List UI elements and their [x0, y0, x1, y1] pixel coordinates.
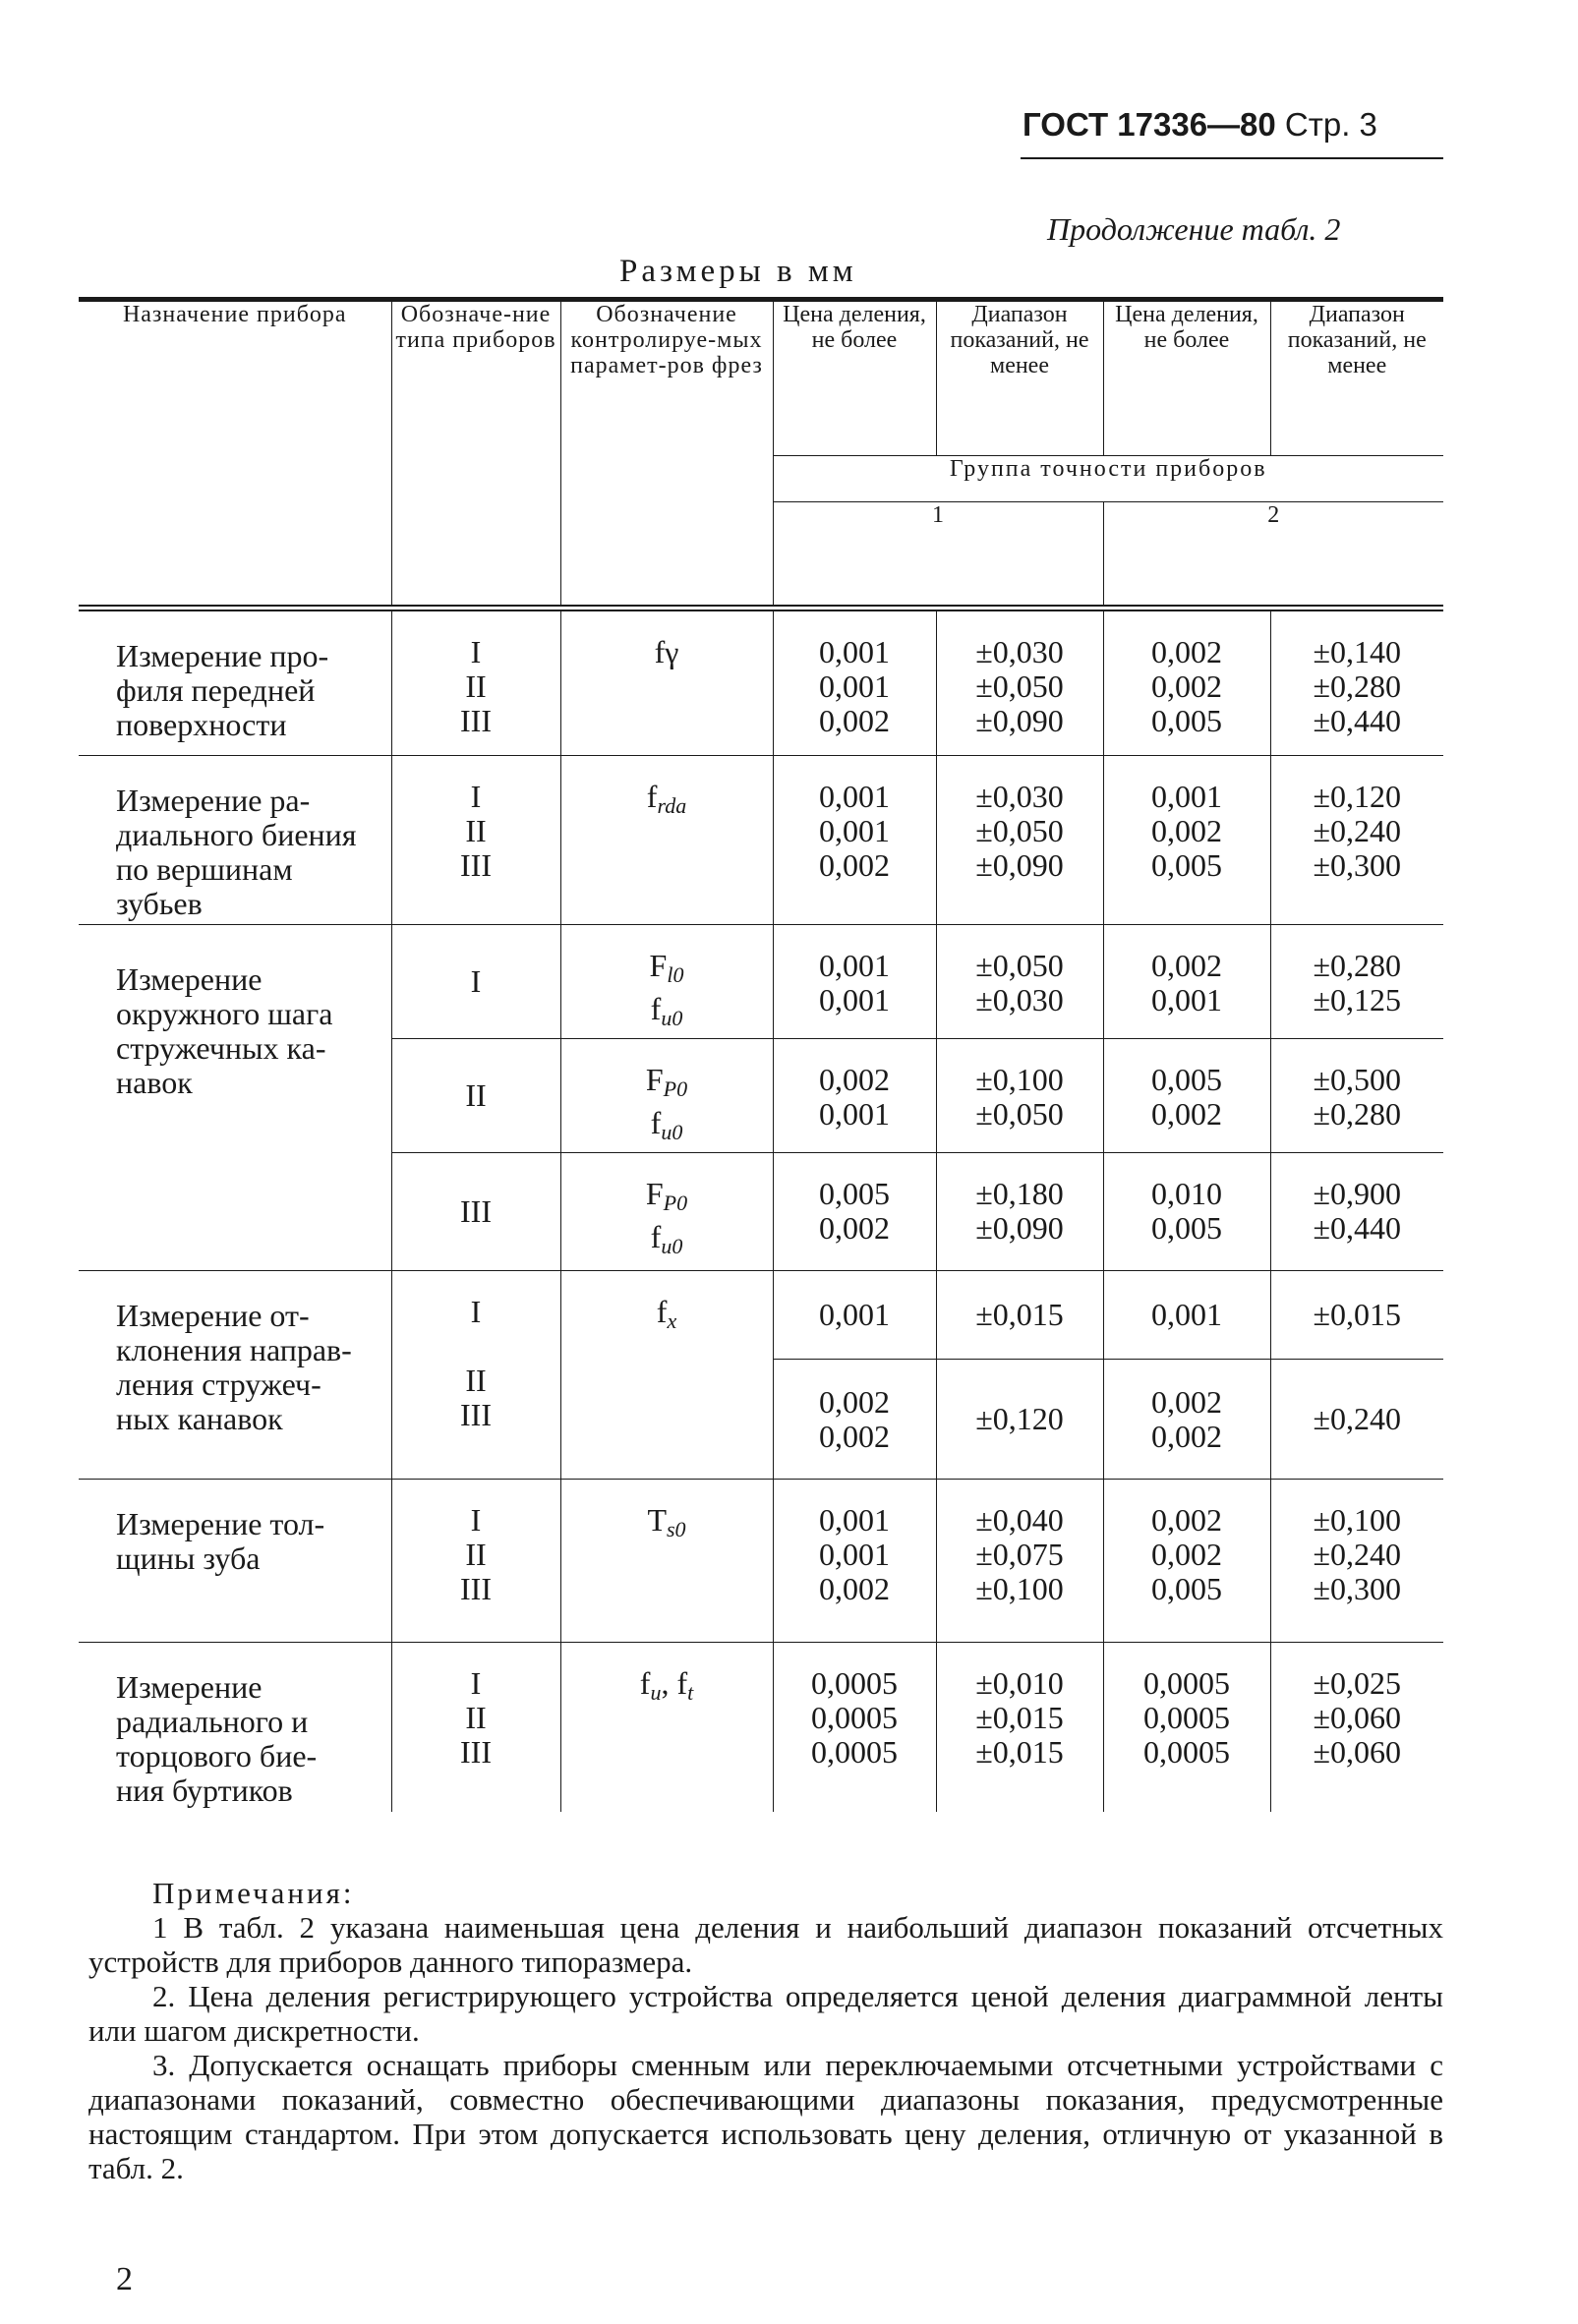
page-number: Стр. 3: [1284, 106, 1377, 143]
range-group-1: ±0,040 ±0,075 ±0,100: [936, 1480, 1103, 1643]
notes: [88, 1876, 1443, 2185]
range-group-2: ±0,140 ±0,280 ±0,440: [1270, 609, 1443, 756]
header-price-1: Цена деления, не более: [773, 300, 936, 456]
range-group-2: ±0,240: [1270, 1360, 1443, 1480]
notes-title: Примечания:: [152, 1876, 355, 1910]
note-item: 2. Цена деления регистрирующего устройства определяется ценой деления диаграммной ленты или шагом дискретности.: [88, 1979, 1443, 2048]
row-param: $f_{rda}$: [560, 756, 773, 925]
instruments-table: [79, 297, 1443, 1812]
price-group-2: 0,002 0,002 0,005: [1103, 609, 1270, 756]
page-header: [1023, 106, 1377, 144]
price-group-2: 0,002 0,002: [1103, 1360, 1270, 1480]
range-group-1: ±0,015: [936, 1271, 1103, 1360]
range-group-2: ±0,015: [1270, 1271, 1443, 1360]
table-row: [79, 925, 1443, 1039]
table-row: [79, 609, 1443, 756]
row-param: $F_{P0}$ $f_{u0}$: [560, 1153, 773, 1271]
row-param: $F_{P0}$ $f_{u0}$: [560, 1039, 773, 1153]
row-types: I II III: [391, 1271, 560, 1480]
row-purpose: Измерение окружного шага стружечных ка- навок: [79, 925, 391, 1271]
header-group-1: 1: [773, 502, 1103, 609]
row-types: I II III: [391, 1643, 560, 1812]
row-types: I II III: [391, 756, 560, 925]
range-group-1: ±0,030 ±0,050 ±0,090: [936, 609, 1103, 756]
range-group-2: ±0,120 ±0,240 ±0,300: [1270, 756, 1443, 925]
range-group-1: ±0,180 ±0,090: [936, 1153, 1103, 1271]
row-types: I II III: [391, 609, 560, 756]
header-range-2: Диапазон показаний, не менее: [1270, 300, 1443, 456]
price-group-2: 0,010 0,005: [1103, 1153, 1270, 1271]
range-group-2: ±0,900 ±0,440: [1270, 1153, 1443, 1271]
header-type: Обозначе-ние типа приборов: [391, 300, 560, 609]
row-purpose: Измерение про- филя передней поверхности: [79, 609, 391, 756]
price-group-1: 0,001: [773, 1271, 936, 1360]
price-group-2: 0,0005 0,0005 0,0005: [1103, 1643, 1270, 1812]
row-param: $f_x$: [560, 1271, 773, 1480]
range-group-2: ±0,100 ±0,240 ±0,300: [1270, 1480, 1443, 1643]
header-group-2: 2: [1103, 502, 1443, 609]
note-item: 1 В табл. 2 указана наименьшая цена деления и наибольший диапазон показаний отсчетных устройств для приборов данного типоразмера.: [88, 1910, 1443, 1979]
price-group-2: 0,002 0,001: [1103, 925, 1270, 1039]
range-group-1: ±0,050 ±0,030: [936, 925, 1103, 1039]
row-purpose: Измерение радиального и торцового бие- ния буртиков: [79, 1643, 391, 1812]
header-price-2: Цена деления, не более: [1103, 300, 1270, 456]
price-group-1: 0,002 0,001: [773, 1039, 936, 1153]
range-group-2: ±0,025 ±0,060 ±0,060: [1270, 1643, 1443, 1812]
row-purpose: Измерение от- клонения направ- ления стружеч- ных канавок: [79, 1271, 391, 1480]
range-group-1: ±0,100 ±0,050: [936, 1039, 1103, 1153]
range-group-2: ±0,280 ±0,125: [1270, 925, 1443, 1039]
price-group-2: 0,001: [1103, 1271, 1270, 1360]
units-label: Размеры в мм: [619, 254, 857, 289]
standard-number: ГОСТ 17336—80: [1023, 106, 1276, 143]
price-group-1: 0,001 0,001 0,002: [773, 1480, 936, 1643]
row-types: III: [391, 1153, 560, 1271]
row-purpose: Измерение ра- диального биения по вершинам зубьев: [79, 756, 391, 925]
row-param: $f_u$, $f_t$: [560, 1643, 773, 1812]
price-group-1: 0,0005 0,0005 0,0005: [773, 1643, 936, 1812]
page-footer-number: 2: [116, 2261, 133, 2297]
row-types: I: [391, 925, 560, 1039]
header-purpose: Назначение прибора: [79, 300, 391, 609]
header-rule: [1021, 157, 1443, 159]
price-group-1: 0,001 0,001 0,002: [773, 756, 936, 925]
price-group-2: 0,005 0,002: [1103, 1039, 1270, 1153]
row-param: $F_{l0}$ $f_{u0}$: [560, 925, 773, 1039]
price-group-1: 0,001 0,001 0,002: [773, 609, 936, 756]
row-param: $T_{s0}$: [560, 1480, 773, 1643]
table-row: [79, 1480, 1443, 1643]
header-accuracy-group: Группа точности приборов: [773, 456, 1443, 502]
header-range-1: Диапазон показаний, не менее: [936, 300, 1103, 456]
table-row: [79, 1271, 1443, 1360]
table-row: [79, 1643, 1443, 1812]
continuation-label: Продолжение табл. 2: [1047, 211, 1341, 247]
range-group-1: ±0,120: [936, 1360, 1103, 1480]
range-group-1: ±0,010 ±0,015 ±0,015: [936, 1643, 1103, 1812]
price-group-2: 0,001 0,002 0,005: [1103, 756, 1270, 925]
price-group-2: 0,002 0,002 0,005: [1103, 1480, 1270, 1643]
row-param: fγ: [560, 609, 773, 756]
price-group-1: 0,002 0,002: [773, 1360, 936, 1480]
row-types: I II III: [391, 1480, 560, 1643]
price-group-1: 0,001 0,001: [773, 925, 936, 1039]
row-purpose: Измерение тол- щины зуба: [79, 1480, 391, 1643]
note-item: 3. Допускается оснащать приборы сменным или переключаемыми отсчетными устройствами с диапазонами показаний, совместно обеспечивающими диапазоны показания, предусмотренные настоящим стандартом. При этом допускается использовать цену деления, отличную от указанной в табл. 2.: [88, 2048, 1443, 2185]
price-group-1: 0,005 0,002: [773, 1153, 936, 1271]
range-group-2: ±0,500 ±0,280: [1270, 1039, 1443, 1153]
range-group-1: ±0,030 ±0,050 ±0,090: [936, 756, 1103, 925]
table-row: [79, 756, 1443, 925]
row-types: II: [391, 1039, 560, 1153]
header-params: Обозначение контролируе-мых парамет-ров фрез: [560, 300, 773, 609]
